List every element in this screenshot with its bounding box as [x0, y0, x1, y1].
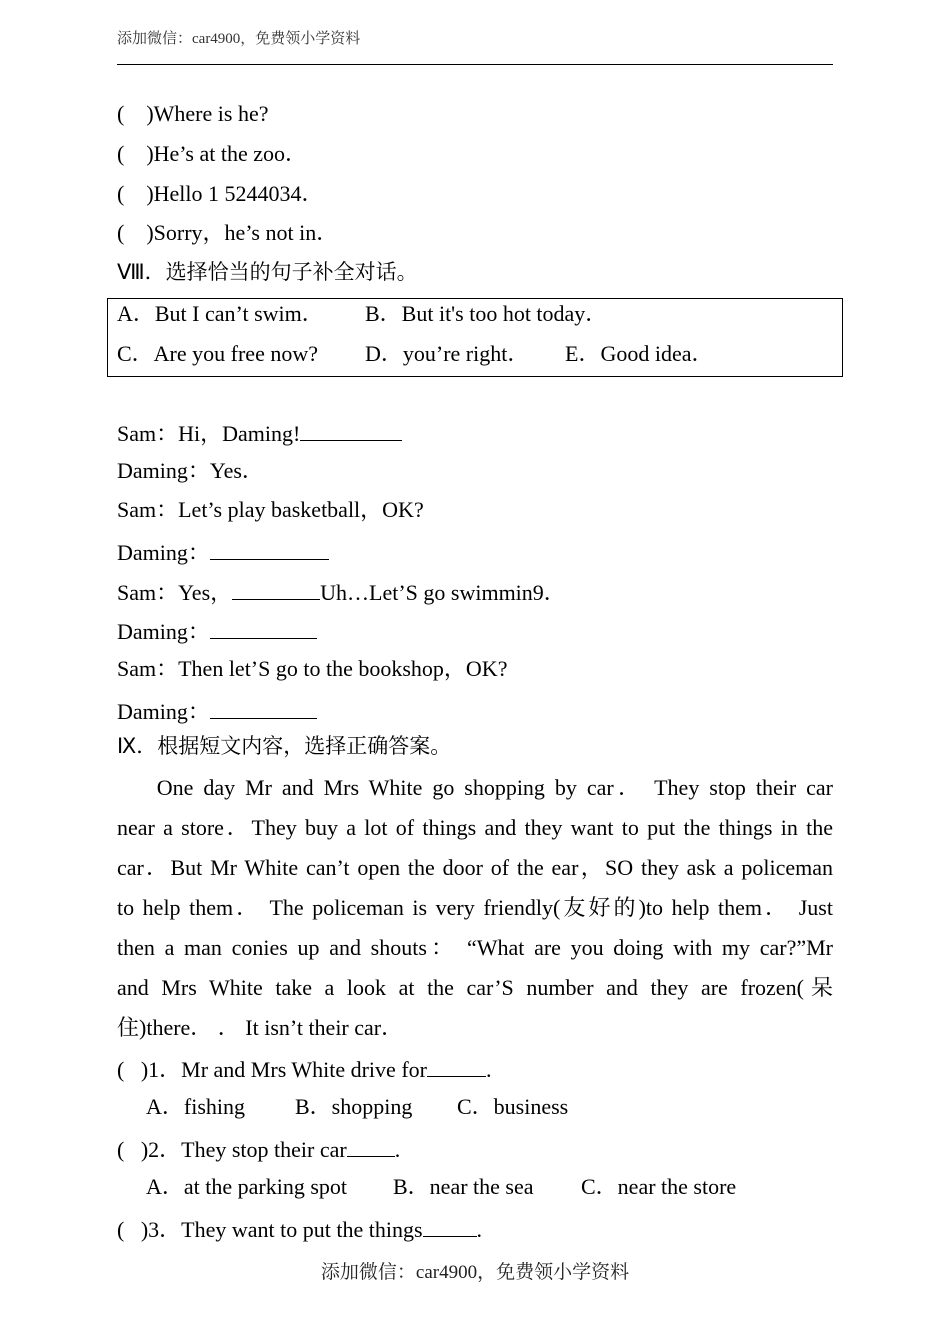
question-stem: ( )2．They stop their car	[117, 1137, 347, 1162]
ordering-item: ( )He’s at the zoo．	[117, 141, 307, 166]
question-end: .	[476, 1217, 483, 1242]
passage-line: to help them． The policeman is very friendly(友好的)to help them． Just	[117, 895, 833, 920]
question-2-option-b: B．near the sea	[393, 1174, 534, 1199]
passage-line: then a man conies up and shouts： “What are you doing with my car?”Mr	[117, 935, 833, 960]
dialogue-text: Sam：Yes，	[117, 580, 233, 605]
dialogue-text: Daming：Yes．	[117, 458, 264, 483]
option-a: A．But I can’t swim．	[117, 301, 324, 326]
dialogue-line	[117, 698, 317, 723]
option-b: B．But it's too hot today．	[365, 301, 608, 326]
ordering-item: ( )Where is he?	[117, 101, 269, 126]
option-e: E．Good idea．	[565, 341, 714, 366]
header-divider	[117, 64, 833, 65]
dialogue-line	[117, 579, 566, 604]
dialogue-text: Daming：	[117, 540, 210, 565]
answer-blank	[210, 539, 329, 560]
ordering-item: ( )Sorry，he’s not in．	[117, 220, 339, 245]
dialogue-text: Sam：Let’s play basketball，OK?	[117, 497, 424, 522]
option-c: C．Are you free now?	[117, 341, 318, 366]
dialogue-line	[117, 658, 507, 680]
page-footer: 添加微信：car4900，免费领小学资料	[320, 1262, 630, 1283]
question-1	[117, 1056, 491, 1081]
dialogue-text: Sam：Hi，Daming!	[117, 421, 301, 446]
question-end: .	[394, 1137, 401, 1162]
section-8-title: Ⅷ．选择恰当的句子补全对话。	[117, 260, 418, 284]
dialogue-line	[117, 539, 329, 564]
page-header: 添加微信：car4900，免费领小学资料	[117, 31, 361, 47]
question-end: .	[485, 1057, 492, 1082]
passage-line: One day Mr and Mrs White go shopping by car． They stop their car	[117, 775, 833, 800]
question-1-option-b: B．shopping	[295, 1094, 413, 1119]
answer-blank	[347, 1136, 395, 1157]
question-2-option-c: C．near the store	[581, 1174, 737, 1199]
dialogue-line	[117, 420, 402, 445]
question-stem: ( )1．Mr and Mrs White drive for	[117, 1057, 427, 1082]
reading-passage	[117, 777, 833, 1057]
passage-line: near a store．They buy a lot of things and they want to put the things in the	[117, 815, 833, 840]
passage-line: car．But Mr White can’t open the door of the ear，SO they ask a policeman	[117, 855, 833, 880]
dialogue-text: Daming：	[117, 619, 210, 644]
question-1-option-c: C．business	[457, 1094, 569, 1119]
dialogue-line	[117, 618, 317, 643]
passage-line: and Mrs White take a look at the car’S number and they are frozen(呆	[117, 975, 833, 1000]
dialogue-text-after: Uh…Let’S go swimmin9．	[320, 580, 566, 605]
question-2-option-a: A．at the parking spot	[146, 1174, 348, 1199]
dialogue-text: Sam：Then let’S go to the bookshop，OK?	[117, 656, 508, 681]
answer-blank	[300, 420, 402, 441]
passage-line: 住)there． ． It isn’t their car．	[117, 1015, 404, 1040]
answer-blank	[210, 618, 317, 639]
section-9-title: Ⅸ．根据短文内容，选择正确答案。	[117, 734, 452, 758]
question-1-option-a: A．fishing	[146, 1094, 246, 1119]
dialogue-line	[117, 460, 264, 482]
answer-blank	[423, 1216, 477, 1237]
answer-blank	[210, 698, 317, 719]
dialogue-text: Daming：	[117, 699, 210, 724]
dialogue-line	[117, 499, 424, 521]
ordering-item: ( )Hello 1 5244034．	[117, 181, 324, 206]
answer-blank	[232, 579, 320, 600]
question-3	[117, 1216, 482, 1241]
question-stem: ( )3．They want to put the things	[117, 1217, 423, 1242]
question-2	[117, 1136, 400, 1161]
option-d: D．you’re right．	[365, 341, 530, 366]
answer-blank	[427, 1056, 486, 1077]
